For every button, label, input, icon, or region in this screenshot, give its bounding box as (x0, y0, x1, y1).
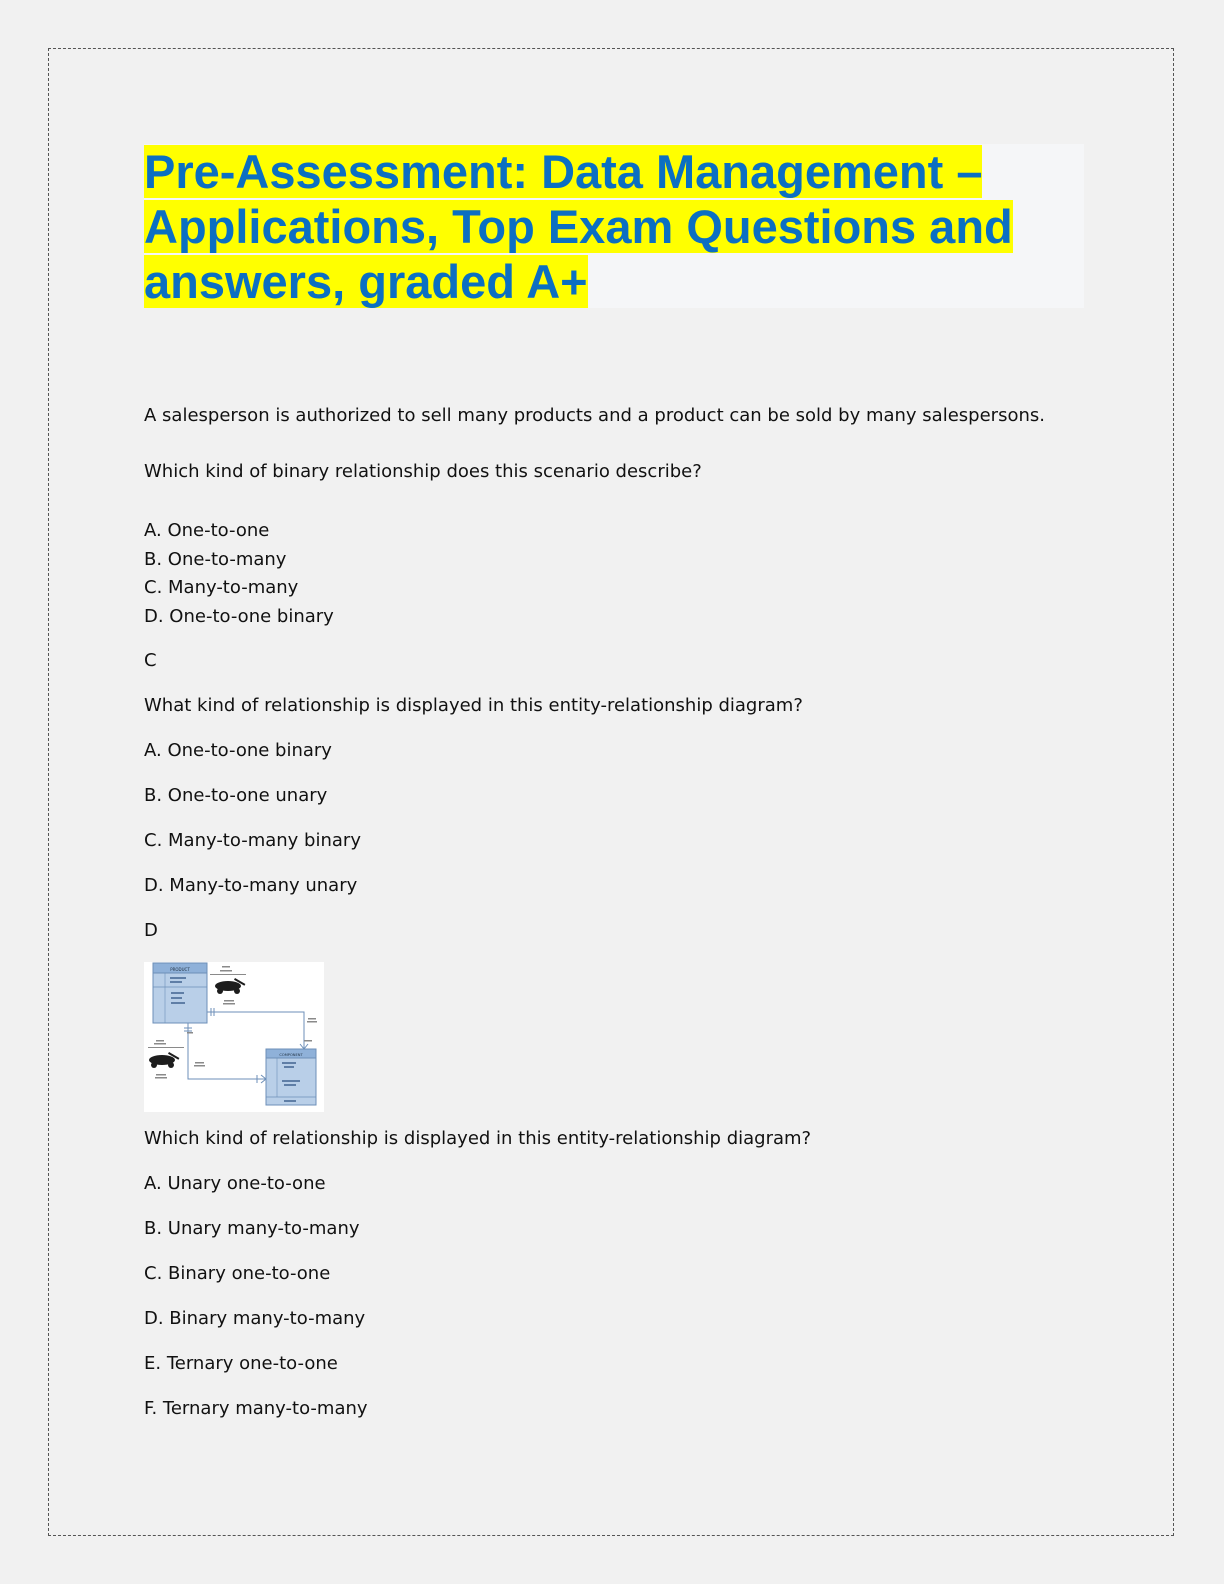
wrench-car-icon (149, 1052, 179, 1068)
q3-question: Which kind of relationship is displayed in this entity-relationship diagram? (144, 1128, 812, 1149)
product-entity (153, 963, 207, 1023)
er-diagram-image (144, 962, 324, 1112)
q3-option-d: D. Binary many-to-many (144, 1308, 366, 1329)
title-highlight: Pre-Assessment: Data Management – Applications, Top Exam Questions and answers, graded A+ (144, 145, 1013, 308)
wrench-car-icon (215, 978, 245, 994)
q2-option-c: C. Many-to-many binary (144, 830, 361, 851)
q1-question: Which kind of binary relationship does this scenario describe? (144, 461, 702, 482)
er-diagram-svg (144, 962, 324, 1112)
q1-option-c: C. Many-to-many (144, 577, 299, 598)
q2-option-a: A. One-to-one binary (144, 740, 332, 761)
q2-question: What kind of relationship is displayed in this entity-relationship diagram? (144, 695, 803, 716)
q1-option-d: D. One-to-one binary (144, 606, 334, 627)
q3-option-a: A. Unary one-to-one (144, 1173, 326, 1194)
q1-scenario: A salesperson is authorized to sell many products and a product can be sold by many salespersons. (144, 405, 1045, 426)
q2-option-d: D. Many-to-many unary (144, 875, 358, 896)
q3-option-f: F. Ternary many-to-many (144, 1398, 368, 1419)
product-entity-title: PRODUCT (170, 967, 190, 972)
q1-option-b: B. One-to-many (144, 549, 287, 570)
q1-answer: C (144, 650, 157, 671)
component-entity-title: COMPONENT (279, 1053, 303, 1057)
page-title (144, 144, 1084, 309)
q2-answer: D (144, 920, 158, 941)
q3-option-c: C. Binary one-to-one (144, 1263, 331, 1284)
component-entity (266, 1049, 316, 1105)
q1-option-a: A. One-to-one (144, 520, 270, 541)
q3-option-b: B. Unary many-to-many (144, 1218, 360, 1239)
q2-option-b: B. One-to-one unary (144, 785, 328, 806)
q3-option-e: E. Ternary one-to-one (144, 1353, 338, 1374)
